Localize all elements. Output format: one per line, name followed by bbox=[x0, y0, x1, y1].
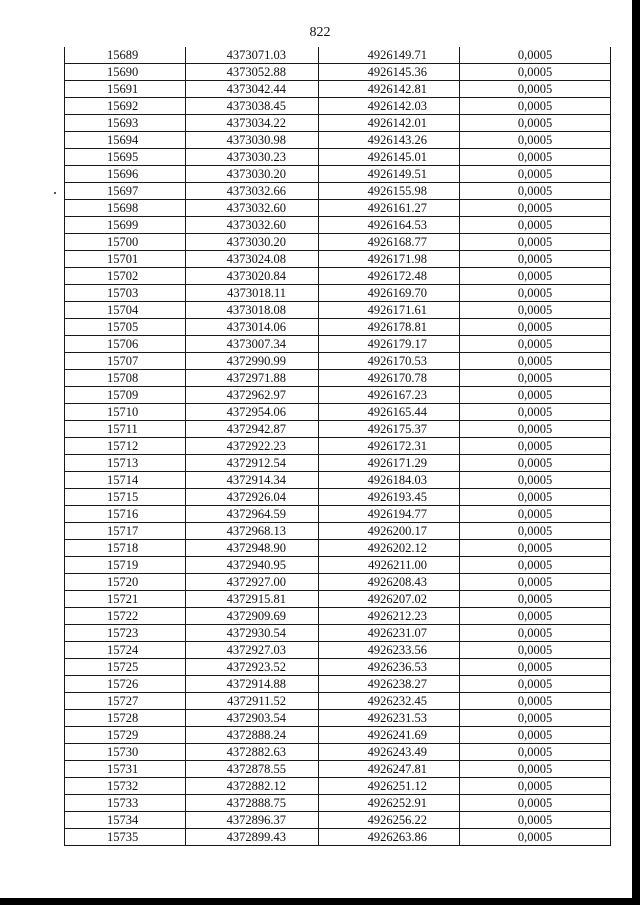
y-coordinate-cell: 4926142.01 bbox=[319, 115, 460, 132]
x-coordinate-cell: 4373014.06 bbox=[186, 319, 319, 336]
x-coordinate-cell: 4372896.37 bbox=[186, 812, 319, 829]
table-row bbox=[65, 47, 611, 64]
x-coordinate-cell: 4372882.63 bbox=[186, 744, 319, 761]
y-coordinate-cell: 4926233.56 bbox=[319, 642, 460, 659]
x-coordinate-cell: 4373032.66 bbox=[186, 183, 319, 200]
x-coordinate-cell: 4372942.87 bbox=[186, 421, 319, 438]
value-cell: 0,0005 bbox=[460, 268, 611, 285]
point-id-cell: 15729 bbox=[65, 727, 186, 744]
table-row bbox=[65, 302, 611, 319]
point-id-cell: 15725 bbox=[65, 659, 186, 676]
x-coordinate-cell: 4373024.08 bbox=[186, 251, 319, 268]
x-coordinate-cell: 4373030.20 bbox=[186, 166, 319, 183]
value-cell: 0,0005 bbox=[460, 829, 611, 846]
value-cell: 0,0005 bbox=[460, 81, 611, 98]
point-id-cell: 15689 bbox=[65, 47, 186, 64]
point-id-cell: 15705 bbox=[65, 319, 186, 336]
point-id-cell: 15713 bbox=[65, 455, 186, 472]
point-id-cell: 15723 bbox=[65, 625, 186, 642]
x-coordinate-cell: 4373042.44 bbox=[186, 81, 319, 98]
table-row bbox=[65, 574, 611, 591]
point-id-cell: 15691 bbox=[65, 81, 186, 98]
x-coordinate-cell: 4372888.24 bbox=[186, 727, 319, 744]
x-coordinate-cell: 4372915.81 bbox=[186, 591, 319, 608]
x-coordinate-cell: 4373020.84 bbox=[186, 268, 319, 285]
table-row bbox=[65, 625, 611, 642]
value-cell: 0,0005 bbox=[460, 132, 611, 149]
table-row bbox=[65, 829, 611, 846]
x-coordinate-cell: 4372962.97 bbox=[186, 387, 319, 404]
table-row bbox=[65, 98, 611, 115]
y-coordinate-cell: 4926256.22 bbox=[319, 812, 460, 829]
coordinates-table-body bbox=[65, 47, 611, 846]
x-coordinate-cell: 4373007.34 bbox=[186, 336, 319, 353]
table-row bbox=[65, 642, 611, 659]
point-id-cell: 15701 bbox=[65, 251, 186, 268]
x-coordinate-cell: 4372971.88 bbox=[186, 370, 319, 387]
x-coordinate-cell: 4372909.69 bbox=[186, 608, 319, 625]
y-coordinate-cell: 4926171.61 bbox=[319, 302, 460, 319]
value-cell: 0,0005 bbox=[460, 693, 611, 710]
y-coordinate-cell: 4926179.17 bbox=[319, 336, 460, 353]
value-cell: 0,0005 bbox=[460, 217, 611, 234]
x-coordinate-cell: 4373030.98 bbox=[186, 132, 319, 149]
value-cell: 0,0005 bbox=[460, 98, 611, 115]
value-cell: 0,0005 bbox=[460, 234, 611, 251]
table-row bbox=[65, 710, 611, 727]
y-coordinate-cell: 4926145.36 bbox=[319, 64, 460, 81]
y-coordinate-cell: 4926212.23 bbox=[319, 608, 460, 625]
value-cell: 0,0005 bbox=[460, 506, 611, 523]
y-coordinate-cell: 4926143.26 bbox=[319, 132, 460, 149]
scan-edge-right bbox=[632, 0, 640, 905]
table-row bbox=[65, 387, 611, 404]
table-row bbox=[65, 523, 611, 540]
y-coordinate-cell: 4926238.27 bbox=[319, 676, 460, 693]
table-row bbox=[65, 166, 611, 183]
table-row bbox=[65, 659, 611, 676]
value-cell: 0,0005 bbox=[460, 115, 611, 132]
point-id-cell: 15718 bbox=[65, 540, 186, 557]
value-cell: 0,0005 bbox=[460, 149, 611, 166]
table-row bbox=[65, 472, 611, 489]
y-coordinate-cell: 4926178.81 bbox=[319, 319, 460, 336]
table-row bbox=[65, 744, 611, 761]
table-row bbox=[65, 812, 611, 829]
point-id-cell: 15728 bbox=[65, 710, 186, 727]
value-cell: 0,0005 bbox=[460, 608, 611, 625]
value-cell: 0,0005 bbox=[460, 676, 611, 693]
point-id-cell: 15732 bbox=[65, 778, 186, 795]
point-id-cell: 15693 bbox=[65, 115, 186, 132]
table-row bbox=[65, 285, 611, 302]
y-coordinate-cell: 4926231.07 bbox=[319, 625, 460, 642]
value-cell: 0,0005 bbox=[460, 489, 611, 506]
point-id-cell: 15714 bbox=[65, 472, 186, 489]
y-coordinate-cell: 4926232.45 bbox=[319, 693, 460, 710]
table-row bbox=[65, 336, 611, 353]
x-coordinate-cell: 4372968.13 bbox=[186, 523, 319, 540]
x-coordinate-cell: 4373032.60 bbox=[186, 217, 319, 234]
y-coordinate-cell: 4926149.51 bbox=[319, 166, 460, 183]
x-coordinate-cell: 4373034.22 bbox=[186, 115, 319, 132]
x-coordinate-cell: 4373038.45 bbox=[186, 98, 319, 115]
table-row bbox=[65, 778, 611, 795]
point-id-cell: 15716 bbox=[65, 506, 186, 523]
point-id-cell: 15699 bbox=[65, 217, 186, 234]
x-coordinate-cell: 4372964.59 bbox=[186, 506, 319, 523]
x-coordinate-cell: 4373032.60 bbox=[186, 200, 319, 217]
y-coordinate-cell: 4926241.69 bbox=[319, 727, 460, 744]
table-row bbox=[65, 319, 611, 336]
y-coordinate-cell: 4926145.01 bbox=[319, 149, 460, 166]
table-row bbox=[65, 557, 611, 574]
y-coordinate-cell: 4926164.53 bbox=[319, 217, 460, 234]
point-id-cell: 15715 bbox=[65, 489, 186, 506]
y-coordinate-cell: 4926170.78 bbox=[319, 370, 460, 387]
value-cell: 0,0005 bbox=[460, 387, 611, 404]
table-row bbox=[65, 404, 611, 421]
table-row bbox=[65, 421, 611, 438]
y-coordinate-cell: 4926263.86 bbox=[319, 829, 460, 846]
point-id-cell: 15692 bbox=[65, 98, 186, 115]
x-coordinate-cell: 4373018.11 bbox=[186, 285, 319, 302]
value-cell: 0,0005 bbox=[460, 421, 611, 438]
point-id-cell: 15707 bbox=[65, 353, 186, 370]
x-coordinate-cell: 4373052.88 bbox=[186, 64, 319, 81]
coordinates-table-container bbox=[64, 47, 610, 846]
x-coordinate-cell: 4372927.00 bbox=[186, 574, 319, 591]
value-cell: 0,0005 bbox=[460, 625, 611, 642]
x-coordinate-cell: 4373030.23 bbox=[186, 149, 319, 166]
y-coordinate-cell: 4926200.17 bbox=[319, 523, 460, 540]
page-number: 822 bbox=[309, 25, 331, 40]
value-cell: 0,0005 bbox=[460, 659, 611, 676]
table-row bbox=[65, 608, 611, 625]
y-coordinate-cell: 4926231.53 bbox=[319, 710, 460, 727]
value-cell: 0,0005 bbox=[460, 285, 611, 302]
value-cell: 0,0005 bbox=[460, 557, 611, 574]
table-row bbox=[65, 506, 611, 523]
y-coordinate-cell: 4926167.23 bbox=[319, 387, 460, 404]
y-coordinate-cell: 4926194.77 bbox=[319, 506, 460, 523]
x-coordinate-cell: 4372914.34 bbox=[186, 472, 319, 489]
value-cell: 0,0005 bbox=[460, 591, 611, 608]
table-row bbox=[65, 438, 611, 455]
table-row bbox=[65, 81, 611, 98]
point-id-cell: 15724 bbox=[65, 642, 186, 659]
x-coordinate-cell: 4372926.04 bbox=[186, 489, 319, 506]
scan-speck bbox=[54, 192, 56, 194]
point-id-cell: 15722 bbox=[65, 608, 186, 625]
y-coordinate-cell: 4926243.49 bbox=[319, 744, 460, 761]
table-row bbox=[65, 455, 611, 472]
point-id-cell: 15696 bbox=[65, 166, 186, 183]
y-coordinate-cell: 4926236.53 bbox=[319, 659, 460, 676]
y-coordinate-cell: 4926171.29 bbox=[319, 455, 460, 472]
point-id-cell: 15694 bbox=[65, 132, 186, 149]
x-coordinate-cell: 4372903.54 bbox=[186, 710, 319, 727]
table-row bbox=[65, 183, 611, 200]
x-coordinate-cell: 4373030.20 bbox=[186, 234, 319, 251]
y-coordinate-cell: 4926251.12 bbox=[319, 778, 460, 795]
value-cell: 0,0005 bbox=[460, 523, 611, 540]
point-id-cell: 15719 bbox=[65, 557, 186, 574]
point-id-cell: 15709 bbox=[65, 387, 186, 404]
point-id-cell: 15733 bbox=[65, 795, 186, 812]
point-id-cell: 15695 bbox=[65, 149, 186, 166]
y-coordinate-cell: 4926165.44 bbox=[319, 404, 460, 421]
value-cell: 0,0005 bbox=[460, 744, 611, 761]
table-row bbox=[65, 234, 611, 251]
table-row bbox=[65, 693, 611, 710]
x-coordinate-cell: 4372927.03 bbox=[186, 642, 319, 659]
x-coordinate-cell: 4372923.52 bbox=[186, 659, 319, 676]
value-cell: 0,0005 bbox=[460, 319, 611, 336]
x-coordinate-cell: 4372954.06 bbox=[186, 404, 319, 421]
point-id-cell: 15698 bbox=[65, 200, 186, 217]
table-row bbox=[65, 727, 611, 744]
value-cell: 0,0005 bbox=[460, 438, 611, 455]
value-cell: 0,0005 bbox=[460, 761, 611, 778]
y-coordinate-cell: 4926184.03 bbox=[319, 472, 460, 489]
point-id-cell: 15726 bbox=[65, 676, 186, 693]
value-cell: 0,0005 bbox=[460, 642, 611, 659]
y-coordinate-cell: 4926172.31 bbox=[319, 438, 460, 455]
value-cell: 0,0005 bbox=[460, 251, 611, 268]
table-row bbox=[65, 540, 611, 557]
coordinates-table bbox=[64, 47, 611, 846]
point-id-cell: 15690 bbox=[65, 64, 186, 81]
y-coordinate-cell: 4926142.03 bbox=[319, 98, 460, 115]
point-id-cell: 15730 bbox=[65, 744, 186, 761]
point-id-cell: 15712 bbox=[65, 438, 186, 455]
value-cell: 0,0005 bbox=[460, 302, 611, 319]
value-cell: 0,0005 bbox=[460, 370, 611, 387]
value-cell: 0,0005 bbox=[460, 166, 611, 183]
table-row bbox=[65, 64, 611, 81]
table-row bbox=[65, 489, 611, 506]
y-coordinate-cell: 4926175.37 bbox=[319, 421, 460, 438]
y-coordinate-cell: 4926169.70 bbox=[319, 285, 460, 302]
y-coordinate-cell: 4926252.91 bbox=[319, 795, 460, 812]
value-cell: 0,0005 bbox=[460, 47, 611, 64]
point-id-cell: 15721 bbox=[65, 591, 186, 608]
y-coordinate-cell: 4926247.81 bbox=[319, 761, 460, 778]
x-coordinate-cell: 4372899.43 bbox=[186, 829, 319, 846]
point-id-cell: 15711 bbox=[65, 421, 186, 438]
point-id-cell: 15735 bbox=[65, 829, 186, 846]
table-row bbox=[65, 268, 611, 285]
point-id-cell: 15720 bbox=[65, 574, 186, 591]
x-coordinate-cell: 4372911.52 bbox=[186, 693, 319, 710]
table-row bbox=[65, 132, 611, 149]
table-row bbox=[65, 217, 611, 234]
point-id-cell: 15734 bbox=[65, 812, 186, 829]
y-coordinate-cell: 4926171.98 bbox=[319, 251, 460, 268]
point-id-cell: 15717 bbox=[65, 523, 186, 540]
table-row bbox=[65, 200, 611, 217]
table-row bbox=[65, 353, 611, 370]
x-coordinate-cell: 4372882.12 bbox=[186, 778, 319, 795]
x-coordinate-cell: 4372990.99 bbox=[186, 353, 319, 370]
x-coordinate-cell: 4372922.23 bbox=[186, 438, 319, 455]
point-id-cell: 15710 bbox=[65, 404, 186, 421]
value-cell: 0,0005 bbox=[460, 812, 611, 829]
scan-edge-bottom bbox=[0, 898, 640, 905]
y-coordinate-cell: 4926202.12 bbox=[319, 540, 460, 557]
value-cell: 0,0005 bbox=[460, 455, 611, 472]
point-id-cell: 15727 bbox=[65, 693, 186, 710]
x-coordinate-cell: 4372912.54 bbox=[186, 455, 319, 472]
value-cell: 0,0005 bbox=[460, 710, 611, 727]
point-id-cell: 15706 bbox=[65, 336, 186, 353]
y-coordinate-cell: 4926207.02 bbox=[319, 591, 460, 608]
y-coordinate-cell: 4926172.48 bbox=[319, 268, 460, 285]
x-coordinate-cell: 4372878.55 bbox=[186, 761, 319, 778]
y-coordinate-cell: 4926161.27 bbox=[319, 200, 460, 217]
value-cell: 0,0005 bbox=[460, 472, 611, 489]
value-cell: 0,0005 bbox=[460, 574, 611, 591]
table-row bbox=[65, 149, 611, 166]
y-coordinate-cell: 4926193.45 bbox=[319, 489, 460, 506]
point-id-cell: 15703 bbox=[65, 285, 186, 302]
table-row bbox=[65, 115, 611, 132]
x-coordinate-cell: 4372914.88 bbox=[186, 676, 319, 693]
value-cell: 0,0005 bbox=[460, 795, 611, 812]
y-coordinate-cell: 4926149.71 bbox=[319, 47, 460, 64]
table-row bbox=[65, 251, 611, 268]
y-coordinate-cell: 4926142.81 bbox=[319, 81, 460, 98]
value-cell: 0,0005 bbox=[460, 540, 611, 557]
x-coordinate-cell: 4372888.75 bbox=[186, 795, 319, 812]
point-id-cell: 15700 bbox=[65, 234, 186, 251]
table-row bbox=[65, 761, 611, 778]
table-row bbox=[65, 676, 611, 693]
point-id-cell: 15731 bbox=[65, 761, 186, 778]
value-cell: 0,0005 bbox=[460, 183, 611, 200]
value-cell: 0,0005 bbox=[460, 727, 611, 744]
point-id-cell: 15708 bbox=[65, 370, 186, 387]
point-id-cell: 15704 bbox=[65, 302, 186, 319]
y-coordinate-cell: 4926170.53 bbox=[319, 353, 460, 370]
y-coordinate-cell: 4926155.98 bbox=[319, 183, 460, 200]
value-cell: 0,0005 bbox=[460, 336, 611, 353]
y-coordinate-cell: 4926168.77 bbox=[319, 234, 460, 251]
x-coordinate-cell: 4373071.03 bbox=[186, 47, 319, 64]
table-row bbox=[65, 591, 611, 608]
x-coordinate-cell: 4372930.54 bbox=[186, 625, 319, 642]
value-cell: 0,0005 bbox=[460, 64, 611, 81]
value-cell: 0,0005 bbox=[460, 778, 611, 795]
value-cell: 0,0005 bbox=[460, 353, 611, 370]
y-coordinate-cell: 4926208.43 bbox=[319, 574, 460, 591]
value-cell: 0,0005 bbox=[460, 404, 611, 421]
point-id-cell: 15697 bbox=[65, 183, 186, 200]
x-coordinate-cell: 4372948.90 bbox=[186, 540, 319, 557]
table-row bbox=[65, 795, 611, 812]
point-id-cell: 15702 bbox=[65, 268, 186, 285]
table-row bbox=[65, 370, 611, 387]
x-coordinate-cell: 4373018.08 bbox=[186, 302, 319, 319]
value-cell: 0,0005 bbox=[460, 200, 611, 217]
x-coordinate-cell: 4372940.95 bbox=[186, 557, 319, 574]
y-coordinate-cell: 4926211.00 bbox=[319, 557, 460, 574]
